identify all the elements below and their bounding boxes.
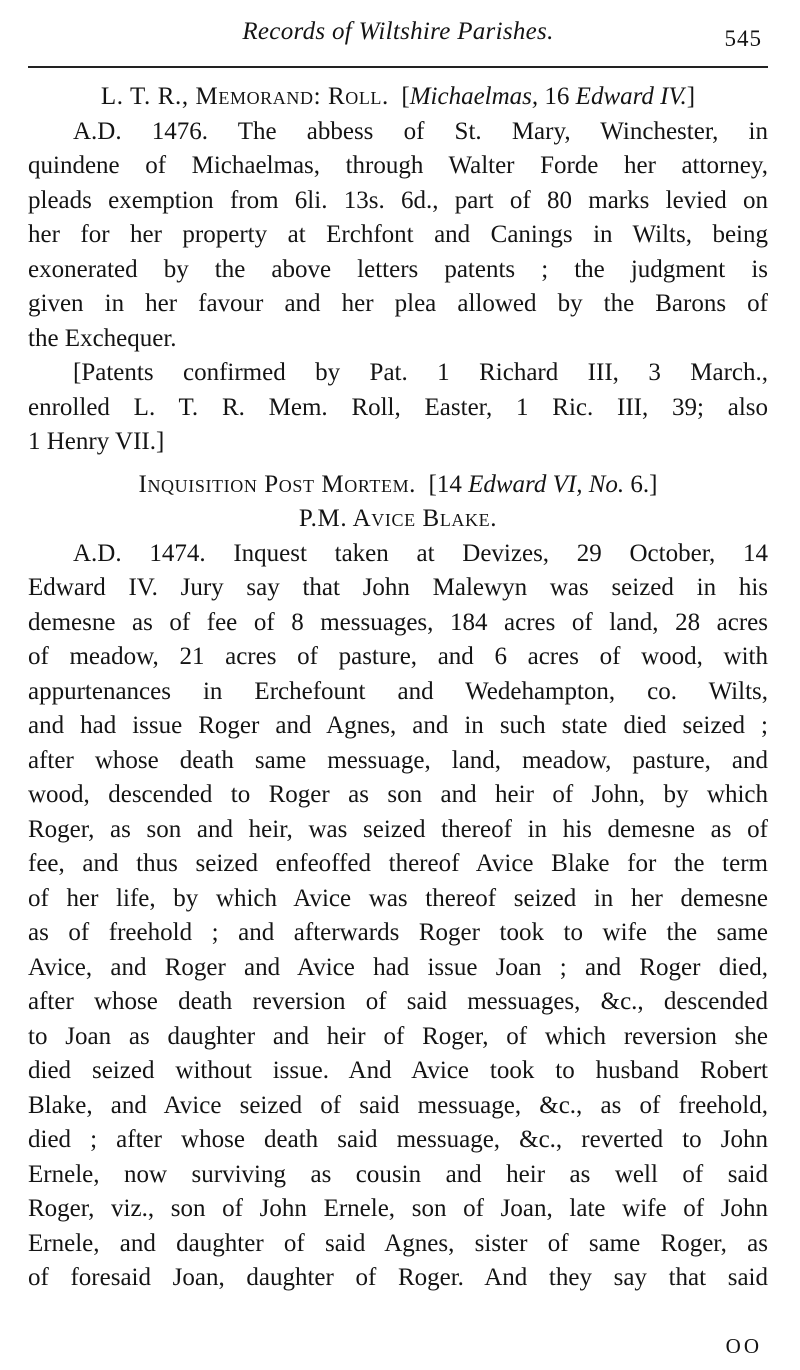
heading-bracket-close: ]: [649, 470, 658, 498]
text-line: enrolled L. T. R. Mem. Roll, Easter, 1 Ric. III, 39; also: [28, 393, 768, 421]
heading-regnal-year: 16: [544, 83, 570, 110]
text-line: given in her favour and her plea allowed by the Barons of: [28, 290, 768, 317]
text-line: 1 Henry VII.]: [28, 428, 165, 455]
text-line: Avice, and Roger and Avice had issue Joan ; and Roger died,: [28, 953, 768, 981]
heading-bracket-open: [14: [428, 470, 462, 498]
text-line: pleads exemption from 6li. 13s. 6d., part of 80 marks levied on: [28, 186, 768, 214]
heading-bracket-open: [: [401, 83, 410, 110]
running-title: Records of Wiltshire Parishes.: [242, 18, 554, 45]
heading-roll: L. T. R., Memorand: Roll.: [100, 83, 389, 110]
text-line: Roger, as son and heir, was seized thereof in his demesne as of: [28, 815, 768, 843]
text-line: died ; after whose death said messuage, &c., reverted to John: [28, 1126, 768, 1153]
running-head: [28, 14, 768, 54]
heading-king: Edward IV.: [575, 83, 687, 110]
heading-bracket-close: ]: [686, 83, 696, 110]
header-rule: [28, 66, 768, 68]
text-line: her for her property at Erchfont and Canings in Wilts, being: [28, 221, 768, 248]
text-line: of her life, by which Avice was thereof seized in her demesne: [28, 884, 768, 912]
section-heading-ltr: [28, 80, 768, 115]
section-subheading: P.M. Avice Blake.: [298, 505, 498, 532]
text-line: appurtenances in Erchefount and Wedehampton, co. Wilts,: [28, 677, 768, 705]
text-line: A.D. 1476. The abbess of St. Mary, Winchester, in: [73, 117, 768, 145]
page-number: 545: [724, 26, 762, 51]
body-text: [28, 80, 768, 1296]
text-line: Ernele, now surviving as cousin and heir as well of said: [28, 1160, 768, 1188]
text-line: after whose death same messuage, land, meadow, pasture, and: [28, 746, 768, 774]
text-line: wood, descended to Roger as son and heir of John, by which: [28, 781, 768, 808]
heading-no-label: No.: [588, 470, 625, 498]
text-line: demesne as of fee of 8 messuages, 184 acres of land, 28 acres: [28, 608, 768, 636]
heading-term: Michaelmas,: [409, 83, 539, 110]
section-gap: [28, 460, 768, 468]
text-line: Blake, and Avice seized of said messuage, &c., as of freehold,: [28, 1091, 768, 1119]
heading-number: 6.: [630, 470, 650, 498]
section-heading-ipm: [28, 468, 768, 503]
text-line: the Exchequer.: [28, 324, 177, 352]
text-line: Edward IV. Jury say that John Malewyn was seized in his: [28, 574, 768, 601]
text-line: Roger, viz., son of John Ernele, son of Joan, late wife of John: [28, 1195, 768, 1222]
text-line: exonerated by the above letters patents ; the judgment is: [28, 255, 768, 283]
text-line: after whose death reversion of said messuages, &c., descended: [28, 988, 768, 1015]
text-line: of meadow, 21 acres of pasture, and 6 acres of wood, with: [28, 643, 768, 670]
signature-mark: OO: [725, 1334, 762, 1358]
text-line: and had issue Roger and Agnes, and in such state died seized ;: [28, 712, 768, 739]
heading-inquisition: Inquisition Post Mortem.: [138, 470, 417, 498]
text-line: fee, and thus seized enfeoffed thereof Avice Blake for the term: [28, 850, 768, 877]
text-line: A.D. 1474. Inquest taken at Devizes, 29 October, 14: [73, 539, 768, 567]
text-line: Ernele, and daughter of said Agnes, sister of same Roger, as: [28, 1229, 768, 1257]
text-line: to Joan as daughter and heir of Roger, of which reversion she: [28, 1022, 768, 1050]
text-line: [Patents confirmed by Pat. 1 Richard III, 3 March.,: [73, 359, 768, 386]
text-line: quindene of Michaelmas, through Walter Forde her attorney,: [28, 152, 768, 179]
text-line: as of freehold ; and afterwards Roger took to wife the same: [28, 919, 768, 946]
heading-king: Edward VI,: [468, 470, 583, 498]
text-line: died seized without issue. And Avice took to husband Robert: [28, 1057, 768, 1084]
text-line: of foresaid Joan, daughter of Roger. And they say that said: [28, 1264, 768, 1291]
